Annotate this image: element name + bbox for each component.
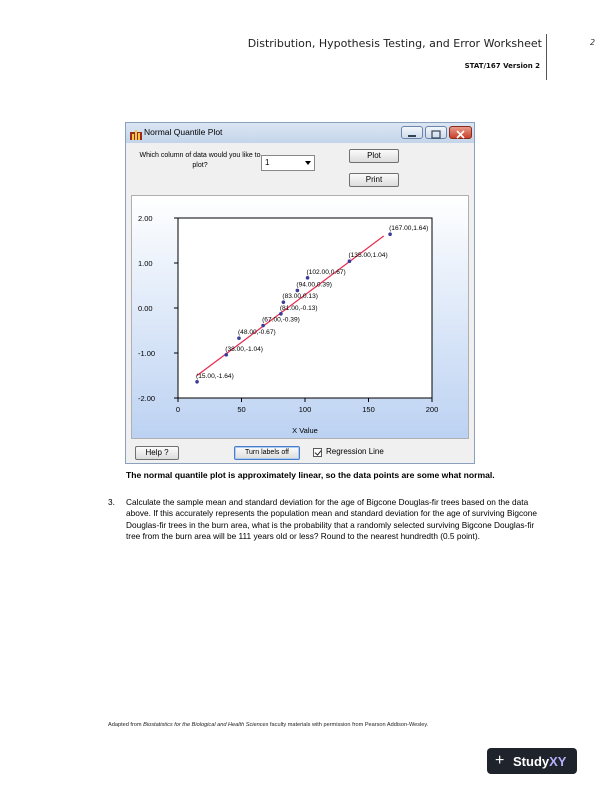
x-tick-label: 0 — [175, 405, 181, 414]
question-number: 3. — [108, 497, 115, 507]
chevron-down-icon — [305, 161, 311, 165]
column-prompt: Which column of data would you like to plot? — [139, 152, 261, 169]
header-subtitle: STAT/167 Version 2 — [464, 62, 540, 70]
x-tick-label: 100 — [298, 405, 312, 414]
footer-note-prefix: Adapted from — [108, 722, 144, 728]
page-number: 2 — [590, 38, 596, 47]
quantile-plot-window — [125, 122, 475, 464]
minimize-icon — [402, 129, 422, 140]
data-point — [282, 300, 286, 304]
data-point — [296, 289, 300, 293]
column-select[interactable] — [261, 155, 315, 171]
y-tick-label: 2.00 — [138, 214, 153, 223]
y-tick-label: 0.00 — [138, 304, 153, 313]
quantile-chart — [132, 196, 468, 438]
regression-line-label: Regression Line — [326, 447, 384, 456]
y-tick-label: -2.00 — [138, 394, 156, 403]
data-point-label: (167.00,1.64) — [389, 225, 429, 233]
plot-area — [131, 195, 469, 439]
brand-study: Study — [513, 754, 550, 769]
data-point — [261, 324, 265, 328]
data-point — [279, 312, 283, 316]
data-point — [195, 380, 199, 384]
data-point-label: (81.00,-0.13) — [279, 304, 318, 312]
footer-note — [108, 722, 548, 728]
minimize-button[interactable] — [401, 126, 423, 139]
column-select-value: 1 — [265, 158, 270, 167]
data-point-label: (15.00,-1.64) — [196, 372, 234, 380]
data-point — [306, 276, 310, 280]
print-button[interactable]: Print — [349, 173, 399, 187]
data-point — [348, 259, 352, 263]
data-point — [224, 353, 228, 357]
x-tick-label: 150 — [362, 405, 375, 414]
maximize-icon — [426, 129, 446, 140]
data-point-label: (102.00,0.67) — [306, 268, 346, 276]
y-tick-label: -1.00 — [138, 349, 156, 358]
brand-text — [513, 754, 566, 769]
footer-note-suffix: faculty materials with permission from Pearson Addison-Wesley. — [268, 722, 429, 728]
data-point-label: (94.00,0.39) — [296, 281, 332, 289]
window-titlebar — [126, 123, 474, 143]
data-point-label: (48.00,-0.67) — [237, 329, 276, 337]
footer-note-title: Biostatistics for the Biological and Health Sciences — [143, 722, 269, 728]
brand-xy: XY — [549, 754, 567, 769]
data-point-label: (83.00,0.13) — [282, 293, 318, 301]
data-point-label: (38.00,-1.04) — [225, 345, 264, 353]
regression-line-checkbox[interactable] — [313, 448, 322, 457]
x-axis-label: X Value — [292, 426, 318, 435]
maximize-button[interactable] — [425, 126, 447, 139]
header-title: Distribution, Hypothesis Testing, and Error Worksheet — [247, 37, 542, 50]
x-tick-label: 200 — [425, 405, 439, 414]
header-divider — [546, 34, 547, 80]
x-tick-label: 50 — [237, 405, 246, 414]
window-title: Normal Quantile Plot — [144, 127, 223, 137]
close-button[interactable] — [449, 126, 472, 139]
data-point — [388, 232, 392, 236]
data-point-label: (67.00,-0.39) — [262, 316, 300, 324]
data-point — [237, 336, 241, 340]
close-icon — [450, 129, 471, 140]
question-text: Calculate the sample mean and standard deviation for the age of Bigcone Douglas-fir trees based on the data above. If this accurately represents the population mean and standard deviation for the age of surviving Bigcone Douglas-fir trees in the burn area, what is the probability that a randomly selected surviving Bigcone Douglas-fir tree from the burn area will be 111 years old or less? Round to the nearest hundredth (0.5 point). — [126, 497, 537, 541]
data-point-label: (135.00,1.04) — [348, 252, 388, 260]
plus-icon: + — [495, 752, 505, 769]
help-button[interactable]: Help ? — [135, 446, 179, 460]
toggle-labels-button[interactable]: Turn labels off — [234, 446, 300, 460]
conclusion-text: The normal quantile plot is approximately linear, so the data points are some what normal. — [126, 470, 495, 480]
y-tick-label: 1.00 — [138, 259, 153, 268]
plot-button[interactable]: Plot — [349, 149, 399, 163]
app-icon — [130, 127, 142, 145]
studyxy-badge[interactable] — [487, 748, 577, 774]
